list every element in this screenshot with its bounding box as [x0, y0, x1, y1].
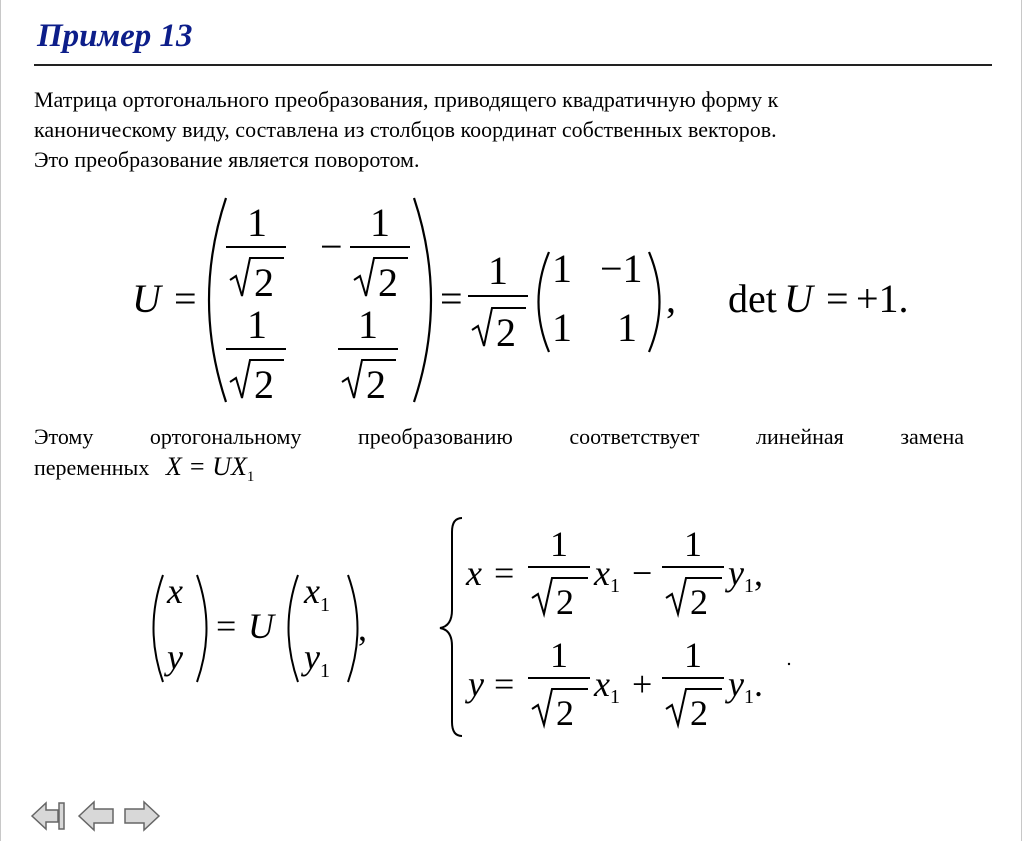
- next-page-icon: [122, 797, 162, 835]
- eq1-equals-2: =: [440, 276, 463, 321]
- eq2-lhs-right-paren: [197, 575, 207, 682]
- svg-text:+1.: +1.: [856, 276, 909, 321]
- svg-text:=: =: [494, 664, 515, 704]
- svg-text:2: 2: [496, 310, 516, 355]
- svg-text:2: 2: [254, 362, 274, 407]
- system-row-2: [465, 635, 763, 733]
- svg-text:1: 1: [358, 302, 378, 347]
- eq2-rhs-left-paren: [289, 575, 299, 682]
- svg-text:1: 1: [488, 248, 508, 293]
- substitution-formula-subscript: 1: [246, 469, 255, 485]
- system-row-1: [465, 524, 763, 622]
- prev-page-button[interactable]: [76, 797, 114, 835]
- svg-text:x1: x1: [594, 553, 620, 597]
- eq1-U-symbol: U: [132, 276, 161, 321]
- eq2-rhs-x1: $x_1$: [304, 571, 330, 616]
- stray-dot: [788, 663, 790, 665]
- eq1-equals: =: [174, 276, 197, 321]
- svg-text:U: U: [784, 276, 813, 321]
- intro-line-2: каноническому виду, составлена из столбцов координат собственных векторов.: [34, 117, 777, 142]
- svg-text:=: =: [826, 276, 849, 321]
- svg-text:2: 2: [690, 693, 708, 733]
- system-brace: [440, 518, 462, 736]
- svg-text:1: 1: [247, 302, 267, 347]
- svg-text:−: −: [632, 553, 653, 593]
- first-page-button[interactable]: [28, 797, 66, 835]
- svg-text:1: 1: [370, 200, 390, 245]
- eq2-rhs-right-paren: [348, 575, 358, 682]
- svg-text:1: 1: [550, 635, 568, 675]
- eq1-int-11: 1: [552, 246, 572, 291]
- svg-text:1: 1: [247, 200, 267, 245]
- svg-text:y1,: y1,: [728, 553, 763, 597]
- svg-text:2: 2: [366, 362, 386, 407]
- eq2-lhs-y: y: [167, 637, 183, 677]
- svg-text:x: x: [466, 553, 482, 593]
- svg-text:2: 2: [556, 582, 574, 622]
- eq1-int-22: 1: [617, 305, 637, 350]
- substitution-formula: X = UX: [165, 452, 247, 481]
- eq1-comma: ,: [666, 276, 676, 321]
- svg-text:1: 1: [550, 524, 568, 564]
- svg-text:2: 2: [254, 260, 274, 305]
- svg-text:y: y: [468, 664, 484, 704]
- svg-text:2: 2: [556, 693, 574, 733]
- svg-text:2: 2: [378, 260, 398, 305]
- eq1-int-21: 1: [552, 305, 572, 350]
- first-page-icon: [28, 797, 66, 835]
- next-page-button[interactable]: [122, 797, 160, 835]
- eq2-equals: =: [216, 606, 237, 646]
- svg-text:1: 1: [684, 635, 702, 675]
- eq2-comma: ,: [358, 608, 367, 648]
- intro-line-1: Матрица ортогонального преобразования, приводящего квадратичную форму к: [34, 87, 779, 112]
- svg-text:det: det: [728, 276, 777, 321]
- substitution-text: переменных: [34, 455, 150, 480]
- slide-title: Пример 13: [37, 18, 193, 54]
- svg-text:y1.: y1.: [728, 664, 763, 708]
- svg-text:2: 2: [690, 582, 708, 622]
- svg-text:−: −: [320, 224, 343, 269]
- substitution-line-1: Этому ортогональному преобразованию соответствует линейная замена: [34, 424, 964, 449]
- svg-text:1: 1: [684, 524, 702, 564]
- eq2-lhs-left-paren: [154, 575, 164, 682]
- svg-text:=: =: [494, 553, 515, 593]
- svg-text:+: +: [632, 664, 653, 704]
- prev-page-icon: [76, 797, 116, 835]
- eq1-int-12: −1: [600, 246, 643, 291]
- eq2-U: U: [248, 606, 274, 646]
- intro-line-3: Это преобразование является поворотом.: [34, 147, 420, 172]
- eq2-rhs-y1: $y_1$: [304, 637, 330, 682]
- eq2-lhs-x: x: [167, 571, 183, 611]
- svg-text:x1: x1: [594, 664, 620, 708]
